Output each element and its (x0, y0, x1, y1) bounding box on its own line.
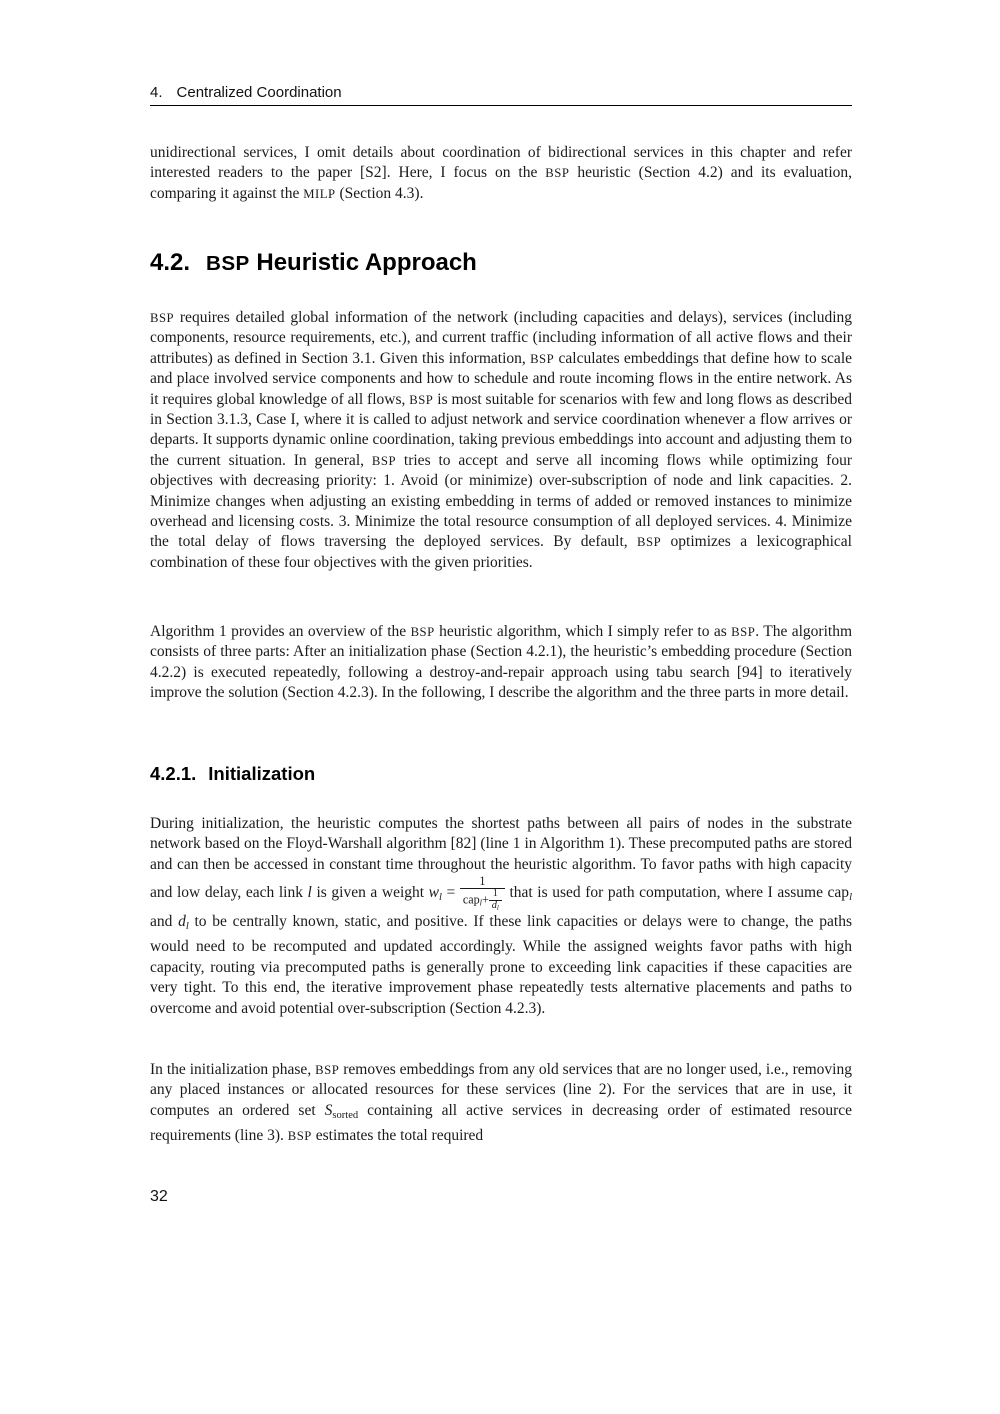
fraction: 1 capl+ $\frac{1}{dl}$ (460, 875, 505, 912)
subsection-number: 4.2.1. (150, 763, 197, 784)
section-heading (150, 249, 852, 277)
running-header-chapter-number: 4. (150, 84, 163, 101)
paragraph-intro: unidirectional services, I omit details about coordination of bidirectional services in this chapter and refer interested readers to the paper [S2]. Here, I focus on the BSP heuristic (Section 4.2) and its evaluation, comparing it against the MILP (Section 4.3). (150, 144, 852, 202)
paragraph-initialization-1: During initialization, the heuristic computes the shortest paths between all pairs of nodes in the substrate network based on the Floyd-Warshall algorithm [82] (line 1 in Algorithm 1). These precomputed paths are stored and can then be accessed in constant time throughout the heuristic algorithm. To favor paths with high capacity and low delay, each link l is given a weight wl = 1 capl+ $\frac{1}{dl}$ that is used for path computation, where I assume capl and dl to be centrally known, static, and positive. If these link capacities or delays were to change, the paths would need to be recomputed and updated accordingly. While the assigned weights favor paths with high capacity, routing via precomputed paths is generally prone to exceeding link capacities if these capacities are very tight. To this end, the iterative improvement phase repeatedly tests alternative placements and paths to overcome and avoid potential over-subscription (Section 4.2.3). (150, 815, 852, 1017)
paragraph-bsp-overview: BSP requires detailed global information of the network (including capacities and delays), services (including components, resource requirements, etc.), and current traffic (including information of all active flows and their attributes) as defined in Section 3.1. Given this information, BSP calculates embeddings that define how to scale and place involved service components and how to schedule and route incoming flows in the entire network. As it requires global knowledge of all flows, BSP is most suitable for scenarios with few and long flows as described in Section 3.1.3, Case I, where it is called to adjust network and service coordination whenever a flow arrives or departs. It supports dynamic online coordination, taking previous embeddings into account and adjusting them to the current situation. In general, BSP tries to accept and serve all incoming flows while optimizing four objectives with decreasing priority: 1. Avoid (or minimize) over-subscription of node and link capacities. 2. Minimize changes when adjusting an existing embedding in terms of added or removed instances to minimize overhead and licensing costs. 3. Minimize the total resource consumption of all deployed services. 4. Minimize the total delay of flows traversing the deployed services. By default, BSP optimizes a lexicographical combination of these four objectives with the given priorities. (150, 309, 853, 571)
fraction: $\frac{1}{dl}$ (489, 889, 502, 912)
page-number: 32 (150, 1188, 168, 1205)
paragraph-initialization-2: In the initialization phase, BSP removes embeddings from any old services that are no longer used, i.e., removing any placed instances or allocated resources for these services (line 2). For the services that are in use, it computes an ordered set $S_{sorted}$ containing all active services in decreasing order of estimated resource requirements (line 3). BSP estimates the total required (150, 1061, 852, 1145)
subsection-heading (150, 763, 852, 785)
running-header-chapter-title: Centralized Coordination (176, 84, 342, 101)
header-rule (150, 105, 852, 106)
subsection-title: Initialization (208, 763, 316, 784)
section-title: BSP Heuristic Approach (206, 249, 477, 276)
paragraph-algorithm-parts: Algorithm 1 provides an overview of the BSP heuristic algorithm, which I simply refer to as BSP. The algorithm consists of three parts: After an initialization phase (Section 4.2.1), the heuristic’s embedding procedure (Section 4.2.2) is executed repeatedly, following a destroy-and-repair approach using tabu search [94] to iteratively improve the solution (Section 4.2.3). In the following, I describe the algorithm and the three parts in more detail. (150, 623, 853, 702)
running-header (150, 84, 852, 101)
section-number: 4.2. (150, 249, 191, 276)
